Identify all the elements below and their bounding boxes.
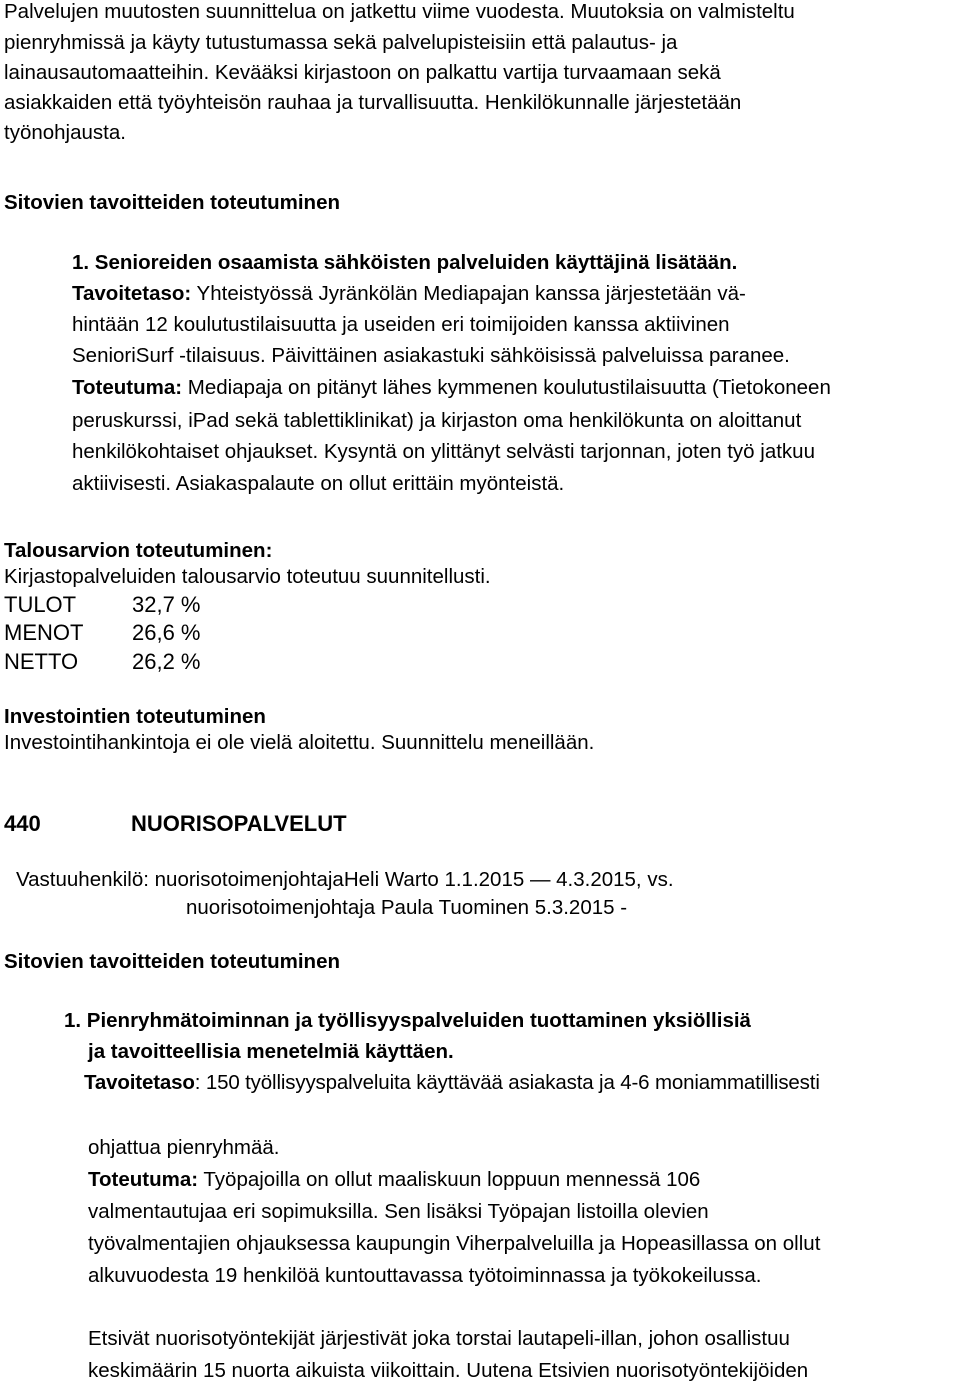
youth-target-text: : 150 työllisyyspalveluita käyttävää asiakasta ja 4-6 moniammatillisesti [194,1071,820,1094]
budget-row-netto [4,651,201,673]
youth-result-text: Työpajoilla on ollut maaliskuun loppuun mennessä 106 [198,1168,701,1191]
responsible-line-2: nuorisotoimenjohtaja Paula Tuominen 5.3.2015 - [186,896,628,919]
investments-heading: Investointien toteutuminen [4,705,266,728]
youth-result-line-4: alkuvuodesta 19 henkilöä kuntouttavassa työtoiminnassa ja työkokeilussa. [88,1264,762,1287]
goal-title: 1. Senioreiden osaamista sähköisten palveluiden käyttäjinä lisätään. [72,251,738,274]
responsible-line-1: Vastuuhenkilö: nuorisotoimenjohtajaHeli Warto 1.1.2015 — 4.3.2015, vs. [16,868,674,891]
section-heading: Sitovien tavoitteiden toteutuminen [4,191,340,214]
budget-row-value: 32,7 % [132,592,201,617]
youth-target-label: Tavoitetaso [84,1071,195,1094]
budget-row-label: NETTO [4,649,79,674]
target-text: Yhteistyössä Jyränkölän Mediapajan kanssa järjestetään vä- [191,282,746,305]
youth-goal-title-line-1: 1. Pienryhmätoiminnan ja työllisyyspalveluiden tuottaminen yksiöllisiä [64,1009,751,1032]
budget-row-value: 26,6 % [132,620,201,645]
youth-result-line-3: työvalmentajien ohjauksessa kaupungin Viherpalveluilla ja Hopeasillassa on ollut [88,1232,821,1255]
youth-extra-line-1: Etsivät nuorisotyöntekijät järjestivät joka torstai lautapeli-illan, johon osallistuu [88,1327,790,1350]
budget-row-value: 26,2 % [132,649,201,674]
youth-target-line-1 [84,1073,820,1094]
budget-heading: Talousarvion toteutuminen: [4,539,273,562]
budget-row-label: TULOT [4,592,77,617]
intro-line-5: työnohjausta. [4,121,126,144]
target-label: Tavoitetaso: [72,282,192,305]
youth-goal-title-line-2: ja tavoitteellisia menetelmiä käyttäen. [88,1040,454,1063]
target-paragraph-line-1 [72,284,746,305]
target-paragraph-line-3: SenioriSurf -tilaisuus. Päivittäinen asiakastuki sähköisissä palveluissa paranee. [72,344,790,367]
result-label: Toteutuma: [72,376,183,399]
intro-line-4: asiakkaiden että työyhteisön rauhaa ja turvallisuutta. Henkilökunnalle järjestetään [4,91,742,114]
youth-section-title: NUORISOPALVELUT [131,811,347,836]
result-paragraph-line-1 [72,378,831,399]
intro-line-3: lainausautomaatteihin. Kevääksi kirjastoon on palkattu vartija turvaamaan sekä [4,61,721,84]
intro-line-2: pienryhmissä ja käyty tutustumassa sekä palvelupisteisiin että palautus- ja [4,31,678,54]
youth-result-line-1 [88,1170,700,1191]
youth-result-line-2: valmentautujaa eri sopimuksilla. Sen lisäksi Työpajan listoilla olevien [88,1200,709,1223]
budget-row-tulot [4,594,201,616]
target-paragraph-line-2: hintään 12 koulutustilaisuutta ja useiden eri toimijoiden kanssa aktiivinen [72,313,730,336]
budget-row-label: MENOT [4,620,84,645]
budget-row-menot [4,622,201,644]
investments-text: Investointihankintoja ei ole vielä aloitettu. Suunnittelu meneillään. [4,731,595,754]
youth-section-number: 440 [4,811,41,836]
result-paragraph-line-2: peruskurssi, iPad sekä tablettiklinikat) ja kirjaston oma henkilökunta on aloittanut [72,409,802,432]
intro-line-1: Palvelujen muutosten suunnittelua on jatkettu viime vuodesta. Muutoksia on valmisteltu [4,0,795,23]
result-text: Mediapaja on pitänyt lähes kymmenen koulutustilaisuutta (Tietokoneen [182,376,831,399]
result-paragraph-line-4: aktiivisesti. Asiakaspalaute on ollut erittäin myönteistä. [72,472,565,495]
youth-heading: Sitovien tavoitteiden toteutuminen [4,950,340,973]
youth-extra-line-2: keskimäärin 15 nuorta aikuista viikoittain. Uutena Etsivien nuorisotyöntekijöiden [88,1359,809,1382]
budget-text: Kirjastopalveluiden talousarvio toteutuu suunnitellusti. [4,565,491,588]
result-paragraph-line-3: henkilökohtaiset ohjaukset. Kysyntä on ylittänyt selvästi tarjonnan, joten työ jatkuu [72,440,815,463]
youth-result-label: Toteutuma: [88,1168,199,1191]
youth-target-line-2: ohjattua pienryhmää. [88,1136,280,1159]
